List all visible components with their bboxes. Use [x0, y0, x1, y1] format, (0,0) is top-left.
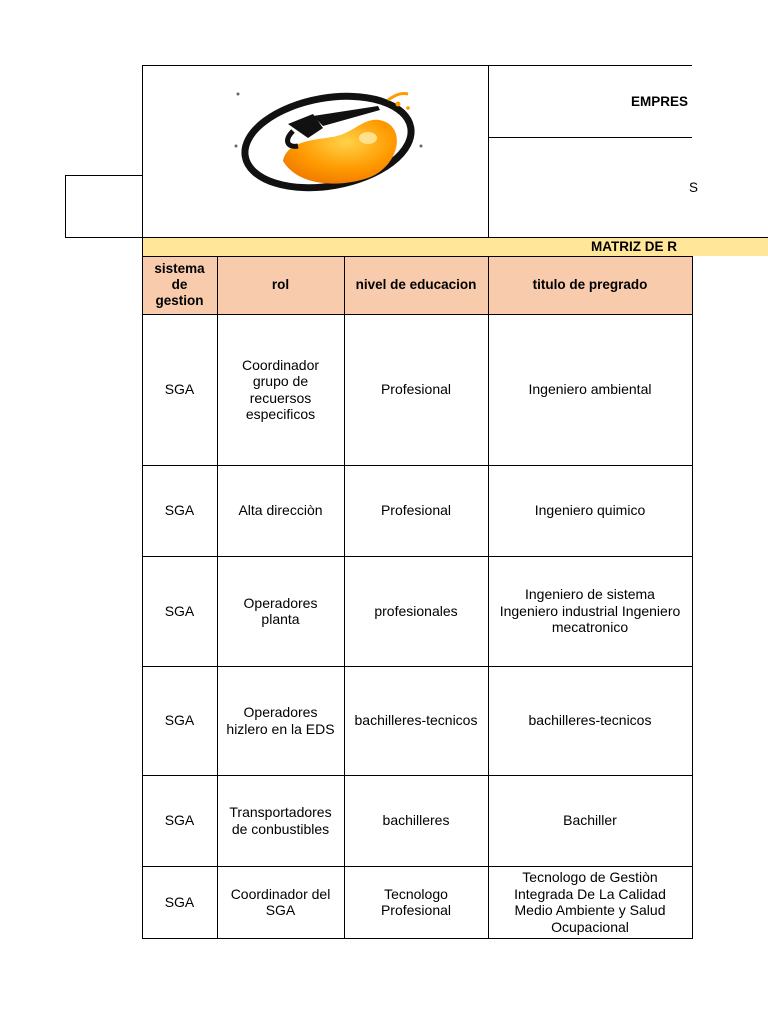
cell-nivel: bachilleres-tecnicos [354, 712, 478, 729]
cell-sistema: SGA [164, 602, 195, 619]
header-divider-vertical [488, 65, 489, 238]
table-row-line [142, 775, 692, 776]
cell-nivel: Profesional [380, 502, 452, 519]
table-row-line [142, 666, 692, 667]
cell-rol: Transportadores de conbustibles [229, 804, 332, 837]
cell-titulo: Tecnologo de Gestiòn Integrada De La Calidad Medio Ambiente y Salud Ocupacional [514, 869, 666, 935]
table-row-line [142, 465, 692, 466]
cell-sistema: SGA [164, 502, 195, 519]
cell-nivel: bachilleres [382, 812, 450, 829]
column-header-sistema: sistema de gestion [154, 261, 205, 308]
cell-nivel: Profesional [380, 381, 452, 398]
band-left-border [142, 237, 143, 257]
column-header-rol: rol [271, 277, 290, 292]
cell-titulo: Ingeniero quimico [534, 502, 646, 519]
table-row-line [142, 556, 692, 557]
cell-rol: Coordinador grupo de recuersos especificos [241, 356, 320, 422]
table-col-line [344, 256, 345, 939]
table-row-line [142, 256, 692, 257]
cell-titulo: Ingeniero ambiental [528, 381, 652, 398]
cell-sistema: SGA [164, 812, 195, 829]
table-row-line [142, 866, 692, 867]
table-row-line [142, 314, 692, 315]
table-col-line [692, 256, 693, 939]
table-col-line [488, 256, 489, 939]
cell-sistema: SGA [164, 893, 195, 910]
cell-titulo: bachilleres-tecnicos [528, 712, 652, 729]
cell-rol: Operadores planta [243, 594, 318, 627]
cell-rol: Alta direcciòn [238, 502, 323, 519]
fuel-pump-logo [228, 86, 428, 196]
table-row-line [142, 938, 692, 939]
header-divider-horizontal [488, 137, 692, 138]
cell-titulo: Bachiller [563, 812, 617, 829]
header-subtitle: S [689, 180, 699, 195]
cell-titulo: Ingeniero de sistema Ingeniero industrial Ingeniero mecatronico [499, 586, 681, 636]
column-header-nivel: nivel de educacion [355, 277, 477, 292]
cell-nivel: profesionales [374, 602, 458, 619]
cell-sistema: SGA [164, 381, 195, 398]
cell-rol: Operadores hizlero en la EDS [226, 704, 335, 737]
company-title: EMPRES [631, 94, 689, 109]
cell-rol: Coordinador del SGA [230, 885, 331, 918]
column-header-titulo: titulo de pregrado [532, 277, 648, 292]
cell-nivel: Tecnologo Profesional [380, 885, 452, 918]
cell-sistema: SGA [164, 712, 195, 729]
table-col-line [217, 256, 218, 939]
matrix-title: MATRIZ DE R [591, 239, 677, 254]
table-col-line [142, 256, 143, 939]
left-box [65, 175, 143, 238]
